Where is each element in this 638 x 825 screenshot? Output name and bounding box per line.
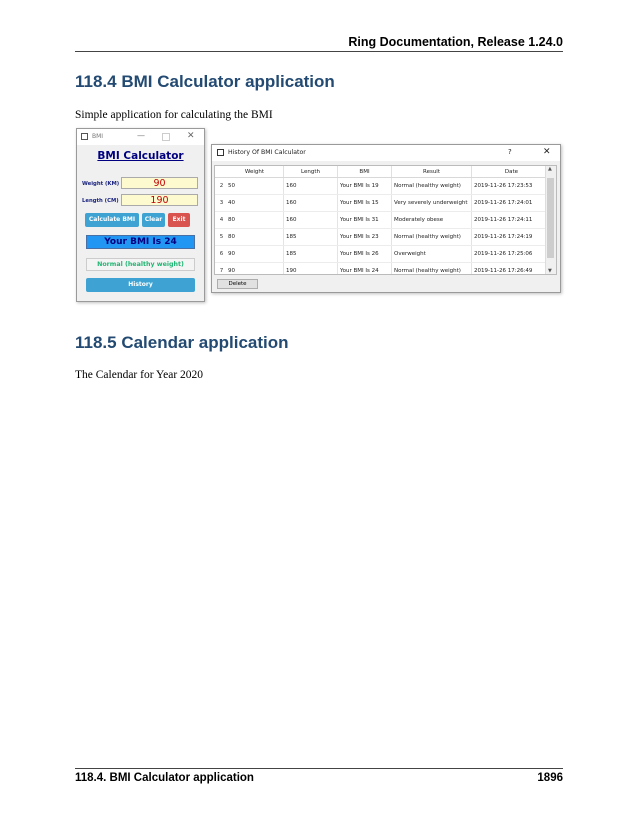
cell-length[interactable]: 185	[284, 229, 338, 246]
help-icon[interactable]: ?	[508, 148, 512, 156]
app-icon	[217, 149, 224, 156]
section-body-bmi: Simple application for calculating the BMI	[75, 109, 273, 121]
calculate-bmi-button[interactable]: Calculate BMI	[85, 213, 139, 227]
cell-bmi[interactable]: Your BMI Is 19	[338, 178, 392, 195]
column-header-date[interactable]: Date	[472, 166, 552, 178]
history-window	[211, 144, 561, 293]
column-header-bmi[interactable]: BMI	[338, 166, 392, 178]
cell-bmi[interactable]: Your BMI Is 31	[338, 212, 392, 229]
app-icon	[81, 133, 88, 140]
cell-date[interactable]: 2019-11-26 17:24:19	[472, 229, 552, 246]
bmi-titlebar[interactable]	[77, 129, 204, 145]
scroll-up-icon[interactable]: ▲	[548, 166, 552, 172]
maximize-icon[interactable]	[162, 133, 170, 141]
cell-date[interactable]: 2019-11-26 17:25:06	[472, 246, 552, 263]
section-body-calendar: The Calendar for Year 2020	[75, 369, 204, 381]
exit-button[interactable]: Exit	[168, 213, 190, 227]
weight-input[interactable]: 90	[121, 177, 198, 189]
row-number: 4	[215, 212, 226, 229]
cell-weight[interactable]: 50	[226, 178, 284, 195]
cell-weight[interactable]: 40	[226, 195, 284, 212]
table-row[interactable]	[215, 212, 552, 229]
bmi-status: Normal (healthy weight)	[86, 258, 195, 271]
table-header-row	[215, 166, 552, 178]
bmi-window	[76, 128, 205, 302]
scrollbar-thumb[interactable]	[547, 178, 554, 258]
column-header-weight[interactable]: Weight	[226, 166, 284, 178]
section-heading-calendar: 118.5 Calendar application	[75, 333, 289, 352]
cell-weight[interactable]: 80	[226, 229, 284, 246]
cell-weight[interactable]: 90	[226, 246, 284, 263]
row-number: 2	[215, 178, 226, 195]
cell-length[interactable]: 160	[284, 195, 338, 212]
bmi-result: Your BMI Is 24	[86, 235, 195, 249]
history-table	[214, 165, 557, 275]
row-number: 5	[215, 229, 226, 246]
row-number: 3	[215, 195, 226, 212]
cell-bmi[interactable]: Your BMI Is 26	[338, 246, 392, 263]
minimize-icon[interactable]: —	[137, 131, 145, 140]
cell-bmi[interactable]: Your BMI Is 23	[338, 229, 392, 246]
length-label: Length (CM)	[82, 198, 119, 204]
cell-result[interactable]: Moderately obese	[392, 212, 472, 229]
table-row[interactable]	[215, 263, 552, 276]
column-header-length[interactable]: Length	[284, 166, 338, 178]
cell-date[interactable]: 2019-11-26 17:26:49	[472, 263, 552, 276]
row-number: 6	[215, 246, 226, 263]
table-row[interactable]	[215, 229, 552, 246]
cell-result[interactable]: Overweight	[392, 246, 472, 263]
scroll-down-icon[interactable]: ▼	[548, 268, 552, 274]
cell-length[interactable]: 160	[284, 212, 338, 229]
vertical-scrollbar[interactable]	[545, 166, 556, 274]
history-titlebar[interactable]	[212, 145, 560, 161]
cell-weight[interactable]: 80	[226, 212, 284, 229]
footer-section-title: 118.4. BMI Calculator application	[75, 772, 254, 784]
cell-bmi[interactable]: Your BMI Is 24	[338, 263, 392, 276]
cell-length[interactable]: 160	[284, 178, 338, 195]
history-window-title: History Of BMI Calculator	[228, 149, 306, 156]
cell-result[interactable]: Normal (healthy weight)	[392, 229, 472, 246]
section-heading-bmi: 118.4 BMI Calculator application	[75, 72, 335, 91]
footer-rule	[75, 768, 563, 769]
bmi-window-title: BMI	[92, 133, 104, 140]
clear-button[interactable]: Clear	[142, 213, 165, 227]
table-row[interactable]	[215, 246, 552, 263]
cell-weight[interactable]: 90	[226, 263, 284, 276]
cell-result[interactable]: Normal (healthy weight)	[392, 263, 472, 276]
row-number-header	[215, 166, 226, 178]
cell-date[interactable]: 2019-11-26 17:23:53	[472, 178, 552, 195]
close-icon[interactable]: ✕	[187, 131, 195, 141]
table-row[interactable]	[215, 178, 552, 195]
header-rule	[75, 51, 563, 52]
weight-label: Weight (KM)	[82, 181, 120, 187]
cell-result[interactable]: Very severely underweight	[392, 195, 472, 212]
length-input[interactable]: 190	[121, 194, 198, 206]
delete-button[interactable]: Delete	[217, 279, 258, 289]
cell-date[interactable]: 2019-11-26 17:24:11	[472, 212, 552, 229]
close-icon[interactable]: ✕	[543, 147, 551, 157]
history-button[interactable]: History	[86, 278, 195, 292]
column-header-result[interactable]: Result	[392, 166, 472, 178]
cell-length[interactable]: 185	[284, 246, 338, 263]
cell-date[interactable]: 2019-11-26 17:24:01	[472, 195, 552, 212]
cell-result[interactable]: Normal (healthy weight)	[392, 178, 472, 195]
row-number: 7	[215, 263, 226, 276]
table-row[interactable]	[215, 195, 552, 212]
bmi-heading: BMI Calculator	[97, 150, 184, 162]
page-number: 1896	[537, 772, 563, 784]
cell-bmi[interactable]: Your BMI Is 15	[338, 195, 392, 212]
running-header: Ring Documentation, Release 1.24.0	[348, 35, 563, 49]
cell-length[interactable]: 190	[284, 263, 338, 276]
